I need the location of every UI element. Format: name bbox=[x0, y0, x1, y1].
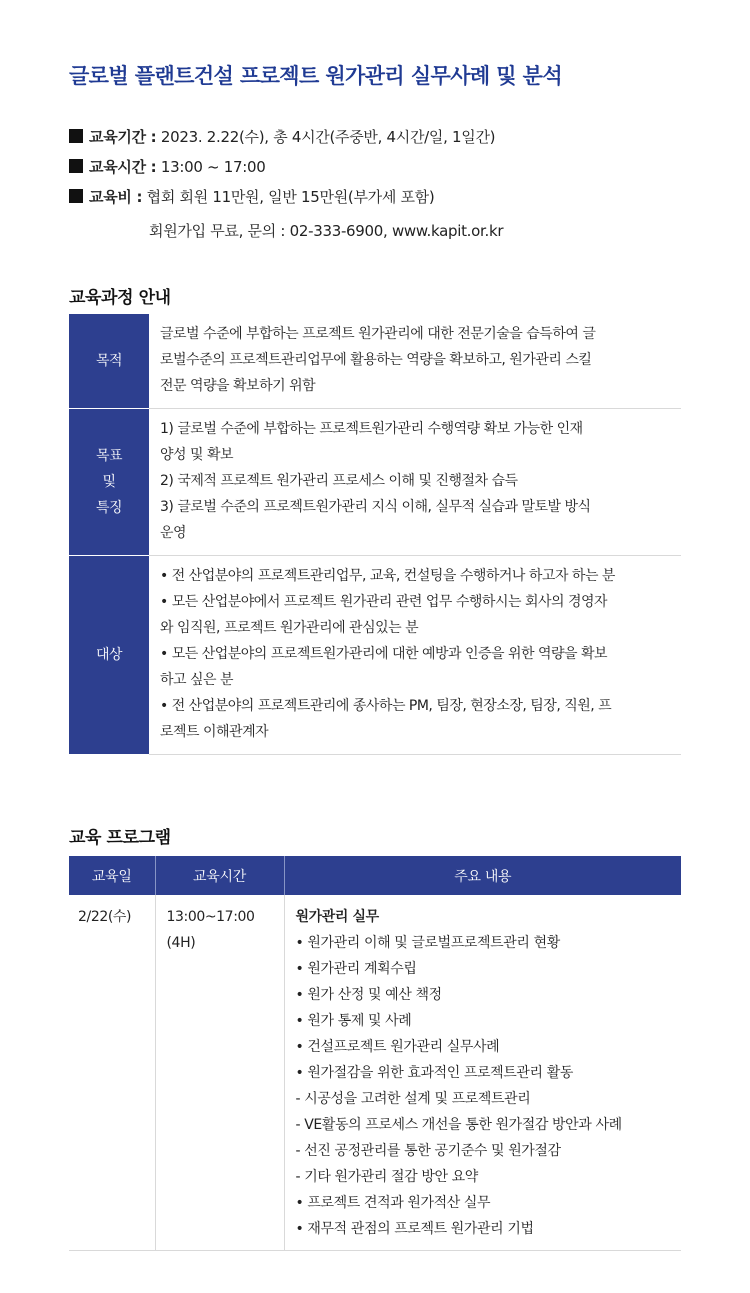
page-title: 글로벌 플랜트건설 프로젝트 원가관리 실무사례 및 분석 bbox=[69, 64, 563, 88]
column-header: 주요 내용 bbox=[284, 856, 681, 895]
guide-row-target bbox=[69, 556, 681, 755]
program-time: 13:00~17:00 (4H) bbox=[155, 895, 284, 1251]
course-info bbox=[69, 122, 503, 246]
guide-row-content: 글로벌 수준에 부합하는 프로젝트 원가관리에 대한 전문기술을 습득하여 글 로벌수준의 프로젝트관리업무에 활용하는 역량을 확보하고, 원가관리 스킬 전문 역량을 확보하기 위함 bbox=[149, 314, 681, 409]
guide-row-purpose bbox=[69, 314, 681, 409]
period-value: 2023. 2.22(수), 총 4시간(주중반, 4시간/일, 1일간) bbox=[160, 128, 496, 146]
square-bullet-icon bbox=[69, 189, 83, 203]
guide-row-goals bbox=[69, 409, 681, 556]
program-heading: 교육 프로그램 bbox=[69, 828, 171, 848]
time-value: 13:00 ~ 17:00 bbox=[160, 158, 266, 176]
list-item: • 재무적 관점의 프로젝트 원가관리 기법 bbox=[295, 1221, 534, 1237]
column-header: 교육일 bbox=[69, 856, 155, 895]
program-content bbox=[284, 895, 681, 1251]
list-item: • 건설프로젝트 원가관리 실무사례 bbox=[295, 1039, 500, 1055]
time-label: 교육시간 : bbox=[89, 158, 157, 176]
content-title: 원가관리 실무 bbox=[295, 909, 379, 925]
period-label: 교육기간 : bbox=[89, 128, 157, 146]
list-item: - 기타 원가관리 절감 방안 요약 bbox=[295, 1169, 478, 1185]
guide-row-content: 1) 글로벌 수준에 부합하는 프로젝트원가관리 수행역량 확보 가능한 인재 양성 및 확보 2) 국제적 프로젝트 원가관리 프로세스 이해 및 진행절차 습득 3) 글로벌 수준의 프로젝트원가관리 지식 이해, 실무적 실습과 말토발 방식 운영 bbox=[149, 409, 681, 556]
guide-row-label: 목표 및 특징 bbox=[69, 409, 149, 556]
guide-row-content: • 전 산업분야의 프로젝트관리업무, 교육, 컨설팅을 수행하거나 하고자 하는 분 • 모든 산업분야에서 프로젝트 원가관리 관련 업무 수행하시는 회사의 경영자 와 임직원, 프로젝트 원가관리에 관심있는 분 • 모든 산업분야의 프로젝트원가관리에 대한 예방과 인증을 위한 역량을 확보 하고 싶은 분 • 전 산업분야의 프로젝트관리에 종사하는 PM, 팀장, 현장소장, 팀장, 직원, 프 로젝트 이해관계자 bbox=[149, 556, 681, 755]
guide-heading: 교육과정 안내 bbox=[69, 288, 171, 308]
fee-note: 회원가입 무료, 문의 : 02-333-6900, www.kapit.or.kr bbox=[149, 222, 504, 240]
list-item: • 프로젝트 견적과 원가적산 실무 bbox=[295, 1195, 491, 1211]
guide-row-label: 목적 bbox=[69, 314, 149, 409]
table-row bbox=[69, 895, 681, 1251]
list-item: - 시공성을 고려한 설계 및 프로젝트관리 bbox=[295, 1091, 531, 1107]
period-row bbox=[69, 122, 503, 152]
list-item: • 원가관리 이해 및 글로벌프로젝트관리 현황 bbox=[295, 935, 560, 951]
fee-label: 교육비 : bbox=[89, 188, 143, 206]
square-bullet-icon bbox=[69, 129, 83, 143]
list-item: • 원가관리 계획수립 bbox=[295, 961, 417, 977]
time-row bbox=[69, 152, 503, 182]
program-header-row bbox=[69, 856, 681, 895]
guide-row-label: 대상 bbox=[69, 556, 149, 755]
square-bullet-icon bbox=[69, 159, 83, 173]
list-item: - 선진 공정관리를 통한 공기준수 및 원가절감 bbox=[295, 1143, 561, 1159]
list-item: • 원가절감을 위한 효과적인 프로젝트관리 활동 bbox=[295, 1065, 573, 1081]
list-item: • 원가 산정 및 예산 책정 bbox=[295, 987, 442, 1003]
list-item: • 원가 통제 및 사례 bbox=[295, 1013, 412, 1029]
guide-table bbox=[69, 314, 681, 755]
program-table bbox=[69, 856, 681, 1251]
list-item: - VE활동의 프로세스 개선을 통한 원가절감 방안과 사례 bbox=[295, 1117, 622, 1133]
program-date: 2/22(수) bbox=[69, 895, 155, 1251]
fee-row bbox=[69, 182, 503, 212]
fee-value: 협회 회원 11만원, 일반 15만원(부가세 포함) bbox=[146, 188, 435, 206]
column-header: 교육시간 bbox=[155, 856, 284, 895]
